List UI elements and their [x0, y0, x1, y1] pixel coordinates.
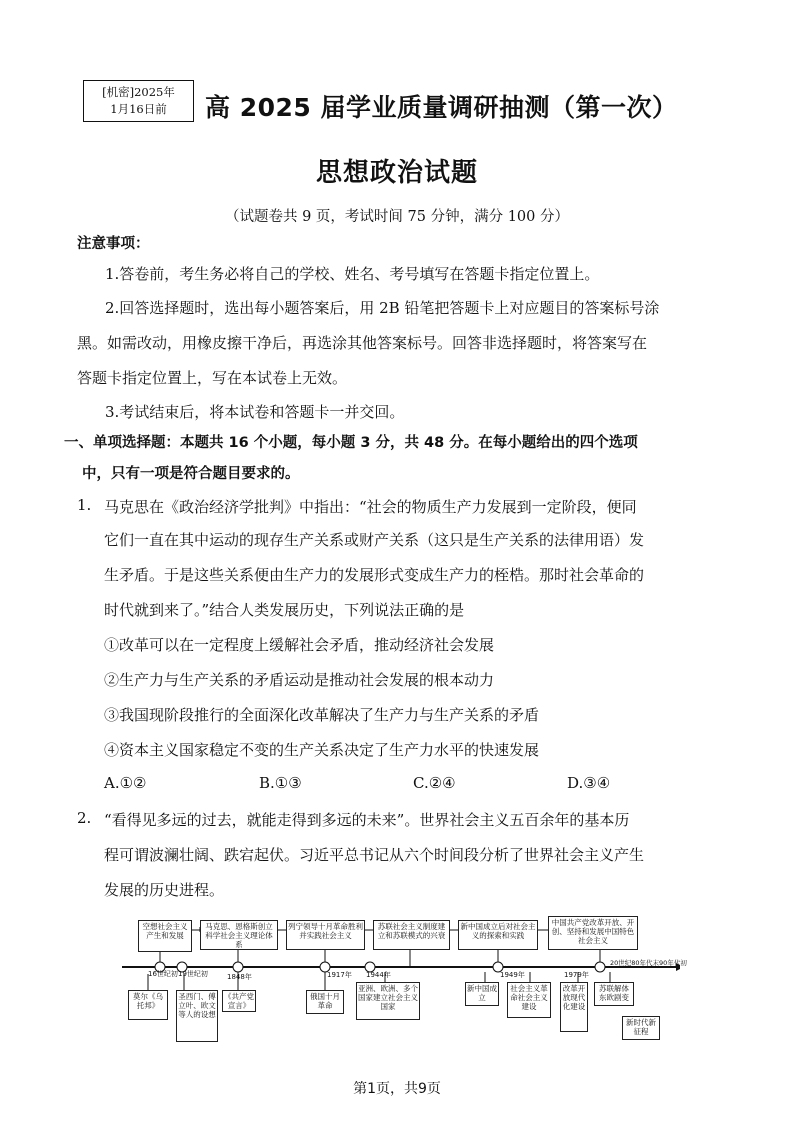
diagram-box-saint-simon: 圣西门、傅立叶、欧文等人的设想: [176, 990, 218, 1042]
diagram-box-socialist-construction: 社会主义革命社会主义建设: [507, 982, 551, 1018]
diagram-box-new-era: 新时代新征程: [622, 1016, 660, 1040]
confidential-box: [83, 80, 194, 122]
q1-statement-4: ④资本主义国家稳定不变的生产关系决定了生产力水平的快速发展: [104, 741, 540, 759]
diagram-box-communist-manifesto: 《共产党宣言》: [224, 992, 254, 1010]
notice-item-3: 3.考试结束后，将本试卷和答题卡一并交回。: [105, 403, 405, 421]
q1-option-d: D.③④: [567, 774, 611, 792]
diagram-box-socialist-states: 亚洲、欧洲、多个国家建立社会主义国家: [356, 982, 420, 1020]
diagram-box-october-revolution: 俄国十月革命: [306, 990, 344, 1014]
timeline-label: 19世纪初: [178, 970, 208, 978]
q2-line3: 发展的历史进程。: [104, 881, 225, 899]
q1-statement-3: ③我国现阶段推行的全面深化改革解决了生产力与生产关系的矛盾: [104, 706, 540, 724]
q2-number: 2.: [77, 809, 92, 827]
q1-line3: 生矛盾。于是这些关系便由生产力的发展形式变成生产力的桎梏。那时社会革命的: [104, 566, 645, 584]
diagram-box-reform-opening: 中国共产党改革开放、开创、坚持和发展中国特色社会主义: [548, 916, 638, 950]
history-timeline-diagram: [120, 912, 687, 1062]
section-heading-line1: 一、单项选择题：本题共 16 个小题，每小题 3 分，共 48 分。在每小题给出的四个选项: [64, 435, 638, 451]
diagram-box-utopian-socialism: 空想社会主义产生和发展: [138, 920, 192, 952]
timeline-node: [595, 962, 605, 972]
diagram-box-lenin: 列宁领导十月革命胜利并实践社会主义: [286, 920, 365, 950]
diagram-box-soviet-model: 苏联社会主义制度建立和苏联模式的兴衰: [373, 920, 450, 950]
notice-heading: 注意事项：: [77, 236, 150, 252]
q1-statement-1: ①改革可以在一定程度上缓解社会矛盾，推动经济社会发展: [104, 636, 495, 654]
diagram-box-more-utopia: 莫尔《乌托邦》: [128, 990, 168, 1020]
diagram-box-marx-engels: 马克思、恩格斯创立科学社会主义理论体系: [200, 920, 278, 950]
q2-line2: 程可谓波澜壮阔、跌宕起伏。习近平总书记从六个时间段分析了世界社会主义产生: [104, 846, 645, 864]
q2-line1: “看得见多远的过去，就能走得到多远的未来”。世界社会主义五百余年的基本历: [104, 811, 630, 829]
diagram-box-soviet-collapse: 苏联解体东欧剧变: [594, 982, 634, 1006]
confidential-line2: 1月16日前: [110, 102, 167, 116]
q1-option-a: A.①②: [104, 774, 147, 792]
timeline-label: 1979年: [564, 971, 589, 979]
notice-item-1: 1.答卷前，考生务必将自己的学校、姓名、考号填写在答题卡指定位置上。: [105, 265, 600, 283]
q1-line1: 马克思在《政治经济学批判》中指出：“社会的物质生产力发展到一定阶段，便同: [104, 498, 637, 516]
timeline-label: 1949年: [500, 971, 525, 979]
q1-line4: 时代就到来了。”结合人类发展历史，下列说法正确的是: [104, 601, 465, 619]
section-heading-line2: 中，只有一项是符合题目要求的。: [82, 466, 300, 482]
subject-title: 思想政治试题: [315, 158, 478, 188]
confidential-line1: [机密]2025年: [102, 85, 175, 99]
exam-title: 高 2025 届学业质量调研抽测（第一次）: [205, 93, 678, 122]
q1-line2: 它们一直在其中运动的现存生产关系或财产关系（这只是生产关系的法律用语）发: [104, 531, 645, 549]
notice-item-2-line2: 黑。如需改动，用橡皮擦干净后，再选涂其他答案标号。回答非选择题时，将答案写在: [77, 334, 648, 352]
diagram-box-reform-modernization: 改革开放现代化建设: [560, 982, 588, 1032]
q1-statement-2: ②生产力与生产关系的矛盾运动是推动社会发展的根本动力: [104, 671, 495, 689]
exam-info: （试题卷共 9 页，考试时间 75 分钟，满分 100 分）: [224, 209, 569, 225]
timeline-node: [233, 962, 243, 972]
page-footer: 第1页，共9页: [353, 1081, 441, 1097]
q1-option-b: B.①③: [259, 774, 302, 792]
q1-option-c: C.②④: [413, 774, 456, 792]
timeline-label: 16世纪初: [148, 970, 178, 978]
q1-number: 1.: [77, 496, 92, 514]
timeline-label: 1917年: [327, 971, 352, 979]
notice-item-2-line3: 答题卡指定位置上，写在本试卷上无效。: [77, 369, 348, 387]
diagram-box-new-china: 新中国成立后对社会主义的探索和实践: [458, 920, 538, 950]
notice-item-2-line1: 2.回答选择题时，选出每小题答案后，用 2B 铅笔把答题卡上对应题目的答案标号涂: [105, 299, 660, 317]
timeline-label: 1944年: [366, 971, 391, 979]
diagram-box-prc-founded: 新中国成立: [465, 982, 499, 1006]
timeline-label: 1848年: [227, 973, 252, 981]
timeline-label: 20世纪80年代末90年代初: [610, 959, 687, 967]
